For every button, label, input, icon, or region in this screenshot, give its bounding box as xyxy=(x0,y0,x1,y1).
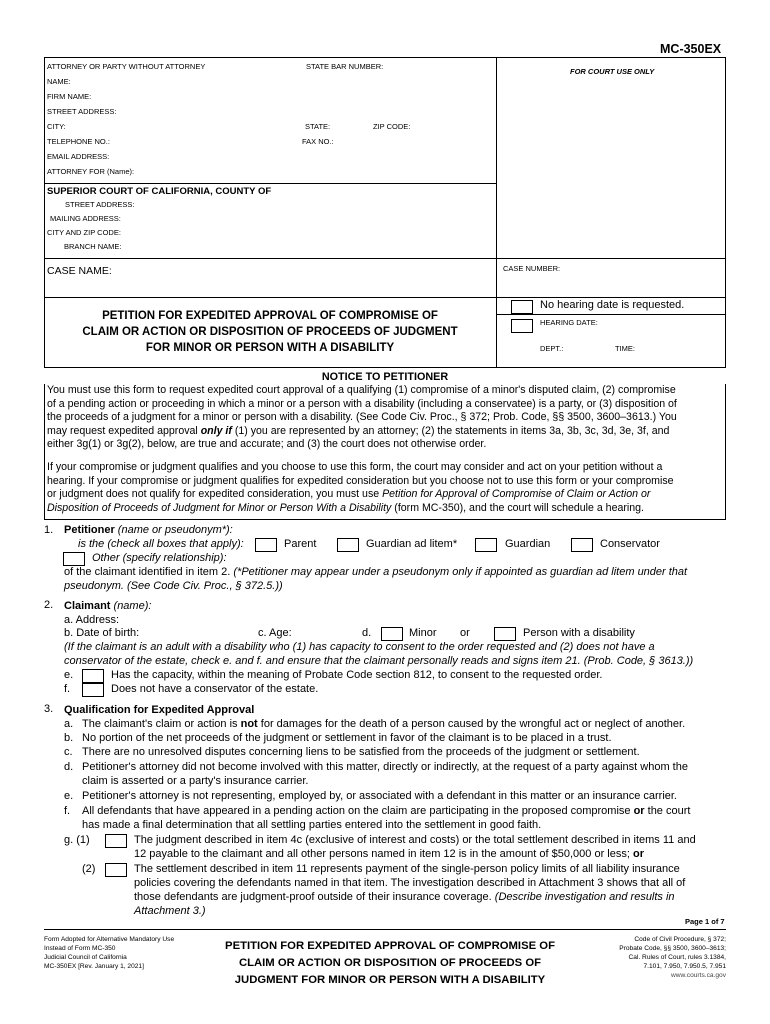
notice-line: or judgment does not qualify for expedited consideration, you must use Petition for Approval of Compromise of Claim or Action or xyxy=(47,488,651,501)
attorney-name-field[interactable]: NAME: xyxy=(47,77,71,86)
item2-number: 2. xyxy=(44,599,54,611)
g2-checkbox[interactable] xyxy=(105,863,127,877)
item2-f-letter: f. xyxy=(64,683,71,695)
hearing-divider xyxy=(496,314,726,315)
other-relationship-label: Other (specify relationship): xyxy=(92,552,227,564)
item3g2-text xyxy=(134,891,675,903)
footer-rule xyxy=(44,929,726,930)
attorney-header: ATTORNEY OR PARTY WITHOUT ATTORNEY xyxy=(47,62,206,71)
courts-website-link[interactable]: www.courts.ca.gov xyxy=(671,972,726,979)
city-field[interactable]: CITY: xyxy=(47,122,66,131)
court-street-field[interactable]: STREET ADDRESS: xyxy=(65,200,135,209)
guardian-ad-litem-checkbox[interactable] xyxy=(337,538,359,552)
notice-title: NOTICE TO PETITIONER xyxy=(321,371,449,383)
item3f-part: All defendants that have appeared in a pending action on the claim are participating in the proposed compromise xyxy=(82,805,634,817)
footer-left-line: Form Adopted for Alternative Mandatory Use xyxy=(44,936,175,943)
item3b-text: No portion of the net proceeds of the judgment or settlement in favor of the claimant is to be placed in a trust. xyxy=(82,732,612,744)
state-bar-label: STATE BAR NUMBER: xyxy=(306,62,384,71)
item3g2-label: (2) xyxy=(82,863,96,875)
g1-checkbox[interactable] xyxy=(105,834,127,848)
no-hearing-label: No hearing date is requested. xyxy=(540,299,685,311)
emphasis-text: Disposition of Proceeds of Judgment for Minor or Person With a Disability xyxy=(47,501,392,514)
item3-heading: Qualification for Expedited Approval xyxy=(64,704,255,716)
item3g1-text xyxy=(134,848,644,860)
court-title: SUPERIOR COURT OF CALIFORNIA, COUNTY OF xyxy=(47,186,272,197)
firm-name-field[interactable]: FIRM NAME: xyxy=(47,92,92,101)
case-name-bottom-rule xyxy=(44,297,726,298)
item3a-part: for damages for the death of a person caused by the wrongful act or neglect of another. xyxy=(257,718,686,730)
footer-title-line: CLAIM OR ACTION OR DISPOSITION OF PROCEEDS OF xyxy=(238,957,542,969)
item2-note-line1: (If the claimant is an adult with a disability who (1) has capacity to consent to the order requested and (2) does not have a xyxy=(64,641,655,653)
page-number: Page 1 of 7 xyxy=(685,917,725,926)
claimant-address-field[interactable]: a. Address: xyxy=(64,614,120,626)
petition-title-line: PETITION FOR EXPEDITED APPROVAL OF COMPROMISE OF xyxy=(102,310,438,322)
item3e-letter: e. xyxy=(64,790,74,802)
claimant-label: Claimant xyxy=(64,600,111,612)
case-number-field[interactable]: CASE NUMBER: xyxy=(503,264,561,273)
footer-title-line: PETITION FOR EXPEDITED APPROVAL OF COMPROMISE OF xyxy=(225,940,555,952)
no-conservator-label: Does not have a conservator of the estate. xyxy=(111,683,319,695)
notice-bottom-rule xyxy=(44,519,726,520)
claimant-dob-field[interactable]: b. Date of birth: xyxy=(64,627,140,639)
court-mailing-field[interactable]: MAILING ADDRESS: xyxy=(50,214,121,223)
footer-left-line: Instead of Form MC-350 xyxy=(44,945,116,952)
telephone-field[interactable]: TELEPHONE NO.: xyxy=(47,137,110,146)
item3g2-text: The settlement described in item 11 represents payment of the single-person policy limits of all liability insurance xyxy=(134,863,680,875)
petition-title xyxy=(44,308,496,356)
notice-line: of a pending action or proceeding in which a minor or a person with a disability (including a conservatee) is a party, or (3) disposition of xyxy=(47,397,677,410)
attorney-for-field[interactable]: ATTORNEY FOR (Name): xyxy=(47,167,135,176)
item3f-text xyxy=(82,805,690,817)
state-field[interactable]: STATE: xyxy=(305,122,331,131)
item3f-text: has made a final determination that all settling parties entered into the settlement in good faith. xyxy=(82,819,542,831)
notice-line: either 3g(1) or 3g(2), below, are true and accurate; and (3) the court does not otherwise order. xyxy=(47,438,487,451)
notice-paragraph-1 xyxy=(47,384,723,452)
item3c-text: There are no unresolved disputes concerning liens to be satisfied from the proceeds of the judgment or settlement. xyxy=(82,746,640,758)
attorney-box-bottom-rule xyxy=(44,183,496,184)
notice-paragraph-2 xyxy=(47,461,723,515)
zip-field[interactable]: ZIP CODE: xyxy=(373,122,411,131)
emphasis-text: only if xyxy=(200,424,232,437)
email-field[interactable]: EMAIL ADDRESS: xyxy=(47,152,110,161)
person-with-disability-label: Person with a disability xyxy=(523,627,635,639)
item2-d-letter: d. xyxy=(362,627,372,639)
time-field[interactable]: TIME: xyxy=(615,344,635,353)
notice-line-emphasis xyxy=(47,425,723,439)
person-with-disability-checkbox[interactable] xyxy=(494,627,516,641)
hearing-date-checkbox[interactable] xyxy=(511,319,533,333)
petitioner-is-the: is the (check all boxes that apply): xyxy=(78,538,244,550)
parent-checkbox[interactable] xyxy=(255,538,277,552)
footer-right-line: Probate Code, §§ 3500, 3600–3613; xyxy=(619,945,726,952)
case-name-field[interactable]: CASE NAME: xyxy=(47,265,112,277)
item3-number: 3. xyxy=(44,703,54,715)
item3b-letter: b. xyxy=(64,732,74,744)
petitioner-label: Petitioner xyxy=(64,524,115,536)
item1-number: 1. xyxy=(44,524,54,536)
notice-line-text: may request expedited approval only if (1) you are represented by an attorney; (2) the statements in items 3a, 3b, 3c, 3d, 3e, 3f, and xyxy=(47,424,670,437)
item3a-text xyxy=(82,718,685,730)
footer-title-line: JUDGMENT FOR MINOR OR PERSON WITH A DISABILITY xyxy=(234,974,546,986)
item3a-letter: a. xyxy=(64,718,74,730)
footer-title xyxy=(195,938,585,989)
footer-left xyxy=(44,935,174,971)
item3f-letter: f. xyxy=(64,805,71,817)
emphasis-text: Petition for Approval of Compromise of Claim or Action or xyxy=(382,488,651,501)
header-top-rule xyxy=(44,57,726,58)
item3g1-part: 12 payable to the claimant and all other persons named in item 12 is in the amount of $50,000 or less; xyxy=(134,848,633,860)
court-box-bottom-rule xyxy=(44,258,726,259)
title-box-bottom-rule xyxy=(44,367,726,368)
no-conservator-checkbox[interactable] xyxy=(82,683,104,697)
court-branch-field[interactable]: BRANCH NAME: xyxy=(64,242,122,251)
guardian-checkbox[interactable] xyxy=(475,538,497,552)
notice-line: You must use this form to request expedited court approval of a qualifying (1) compromise of a minor's disputed claim, (2) compromise xyxy=(47,384,676,396)
right-column-divider xyxy=(496,57,497,367)
item2-note-line2: conservator of the estate, check e. and f. and ensure that the claimant personally reads and signs item 21. (Prob. Code, § 3613.)) xyxy=(64,655,694,667)
item2-heading xyxy=(64,600,151,612)
notice-right-border xyxy=(725,384,726,519)
notice-line: hearing. If your compromise or judgment qualifies for expedited consideration but you choose not to use this form or your compromise xyxy=(47,474,674,487)
petitioner-hint: (name or pseudonym*): xyxy=(117,524,233,536)
item3d-text: claim is asserted or a party's insurance carrier. xyxy=(82,775,309,787)
parent-label: Parent xyxy=(284,538,317,550)
item3a-part: The claimant's claim or action is xyxy=(82,718,241,730)
capacity-label: Has the capacity, within the meaning of Probate Code section 812, to consent to the requested order. xyxy=(111,669,603,681)
conservator-label: Conservator xyxy=(600,538,660,550)
dept-field[interactable]: DEPT.: xyxy=(540,344,564,353)
footer-right-line: Cal. Rules of Court, rules 3.1384, xyxy=(628,954,726,961)
item1-claimant-line2: pseudonym. (See Code Civ. Proc., § 372.5.)) xyxy=(64,580,283,592)
item3g1-or: or xyxy=(632,848,644,860)
item3g1-label: g. (1) xyxy=(64,834,90,846)
right-border xyxy=(725,57,726,367)
conservator-checkbox[interactable] xyxy=(571,538,593,552)
notice-line: the proceeds of a judgment for a minor or person with a disability. (See Code Civ. Proc., § 372; Prob. Code, §§ 3500, 3600–3613.) You xyxy=(47,411,677,424)
capacity-checkbox[interactable] xyxy=(82,669,104,683)
footer-right xyxy=(560,935,726,980)
item3g1-text: The judgment described in item 4c (exclusive of interest and costs) or the total settlement described in items 11 and xyxy=(134,834,696,846)
item3f-or: or xyxy=(633,805,645,817)
petition-title-line: CLAIM OR ACTION OR DISPOSITION OF PROCEEDS OF JUDGMENT xyxy=(82,326,458,338)
item3f-part: the court xyxy=(644,805,691,817)
item3g2-part: those defendants are judgment-proof outside of their insurance coverage. xyxy=(134,891,495,903)
item3c-letter: c. xyxy=(64,746,73,758)
item3g2-part-italic: (Describe investigation and results in xyxy=(494,891,675,903)
item1-claimant-line: of the claimant identified in item 2. (*Petitioner may appear under a pseudonym only if appointed as guardian ad litem under that xyxy=(64,566,688,578)
footer-left-line: MC-350EX [Rev. January 1, 2021] xyxy=(44,963,144,970)
footer-right-line: Code of Civil Procedure, § 372; xyxy=(634,936,726,943)
item3e-text: Petitioner's attorney is not representing, employed by, or associated with a defendant in this matter or an insurance carrier. xyxy=(82,790,677,802)
notice-line: If your compromise or judgment qualifies and you choose to use this form, the court may consider and act on your petition without a xyxy=(47,461,663,473)
emphasis-text: (*Petitioner may appear under a pseudonym only if appointed as guardian ad litem under that xyxy=(233,566,688,578)
item3g2-text: Attachment 3.) xyxy=(134,905,206,917)
notice-line: Disposition of Proceeds of Judgment for Minor or Person With a Disability (form MC-350), and the court will schedule a hearing. xyxy=(47,501,644,514)
item3g2-text: policies covering the defendants named in that item. The investigation described in Attachment 3 shows that all of xyxy=(134,877,686,889)
hearing-date-label: HEARING DATE: xyxy=(540,318,598,327)
form-number: MC-350EX xyxy=(660,42,722,56)
item3d-letter: d. xyxy=(64,761,74,773)
footer-right-line: 7.101, 7.950, 7.950.5, 7.951 xyxy=(643,963,726,970)
claimant-age-field[interactable]: c. Age: xyxy=(258,627,292,639)
court-city-zip-field[interactable]: CITY AND ZIP CODE: xyxy=(47,228,121,237)
guardian-ad-litem-label: Guardian ad litem* xyxy=(366,538,458,550)
court-use-label: FOR COURT USE ONLY xyxy=(570,67,655,76)
minor-label: Minor xyxy=(409,627,437,639)
no-hearing-checkbox[interactable] xyxy=(511,300,533,314)
item2-e-letter: e. xyxy=(64,669,74,681)
item3a-not: not xyxy=(240,718,258,730)
notice-left-border xyxy=(44,384,45,519)
street-address-field[interactable]: STREET ADDRESS: xyxy=(47,107,117,116)
other-relationship-checkbox[interactable] xyxy=(63,552,85,566)
claimant-hint: (name): xyxy=(113,600,152,612)
footer-left-line: Judicial Council of California xyxy=(44,954,127,961)
petition-title-line: FOR MINOR OR PERSON WITH A DISABILITY xyxy=(145,342,395,354)
item3d-text: Petitioner's attorney did not become involved with this matter, directly or indirectly, at the request of a party against whom the xyxy=(82,761,688,773)
item1-heading xyxy=(64,524,233,536)
guardian-label: Guardian xyxy=(505,538,551,550)
or-label: or xyxy=(460,627,470,639)
fax-field[interactable]: FAX NO.: xyxy=(302,137,334,146)
minor-checkbox[interactable] xyxy=(381,627,403,641)
